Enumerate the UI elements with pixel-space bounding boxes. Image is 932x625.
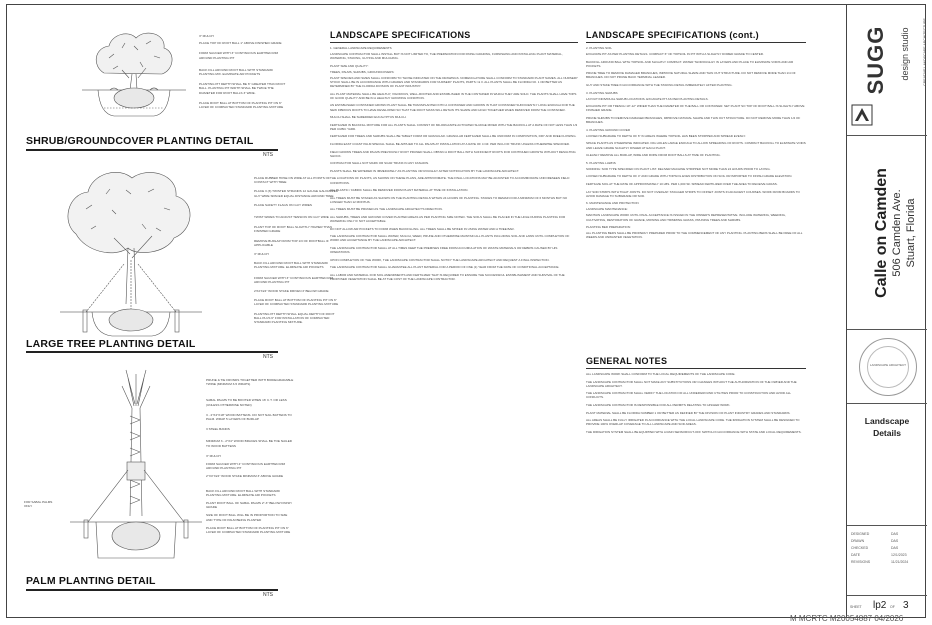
callout-text: PRUNE & TIE FRONDS TOGETHER WITH BIODEGRADABLE TWINE (MINIMUM 3-5 WRAPS)	[206, 378, 294, 387]
callout-text: PLACE RUBBER HOSE ON WIRE AT ALL POINTS OF CONTACT WITH TREE	[254, 176, 330, 185]
spec-paragraph: EXCAVATE PIT OR TRENCH 10"-12" WIDER THAN THE DIAMETER OF THE BALL OR CONTAINER. SET PLANT SO TOP OF ROOT BALL IS SLIGHTLY ABOVE FINISHED GRADE.	[586, 104, 805, 113]
spec-paragraph: PRUNE SHRUBS TO REMOVE DAMAGED BRANCHES, IMPROVE NATURAL SHAPE AND THIN OUT STRUCTURE. DO NOT REMOVE MORE THAN 1/4 OF BRANCHES.	[586, 116, 801, 125]
palm-detail-drawing	[66, 366, 206, 566]
callout-text: 3" MULCH	[254, 252, 269, 257]
firm-tagline-text: design studio	[900, 27, 910, 81]
sheet-of: OF	[890, 605, 895, 609]
callout-text: MINIMUM 3 - 2"X4" WOOD BRACES SHALL BE TOE NAILED TO WOOD BATTENS	[206, 439, 293, 448]
callout-text: BACK FILL AROUND ROOT BALL WITH STANDARD PLANTING MIXTURE. ELIMINATE AIR POCKETS	[254, 261, 328, 270]
tree-detail-drawing	[56, 164, 206, 339]
info-row-label: REVISIONS	[851, 560, 871, 564]
watermark-text: M MCRTC M20054887 04/2026	[790, 614, 904, 623]
info-row-value: DAS	[891, 532, 899, 536]
callout-text: BACK FILL AROUND ROOT BALL WITH STANDARD PLANTING MIXTURE. ELIMINATE AIR POCKETS	[206, 488, 280, 497]
callout-text: BACK FILL AROUND ROOT BALL WITH STANDARD PLANTING MIX. ELIMINATE AIR POCKETS	[199, 67, 273, 77]
callout-text: PLACE ROOT BALL AT BOTTOM OF PLANTING PIT ON 6" LAYER OF COMPACTED STANDARD PLANTING MIXTURE	[199, 100, 284, 110]
project-address-1	[887, 158, 901, 308]
sheet-label: SHEET	[850, 605, 862, 609]
spec-paragraph: 1. GENERAL LANDSCAPE REQUIREMENTS	[330, 46, 392, 50]
spec-paragraph: TREES, PALMS, SHRUBS, GROUNDCOVERS:	[330, 69, 395, 74]
callout-text: FORM SAUCER WITH 3" CONTINUOUS EARTHEN RIM AROUND PLANTING PIT	[254, 275, 334, 284]
nts-label: NTS	[263, 354, 273, 360]
spec-paragraph: EXCAVATE PIT AS PER PLANTING DETAILS. COMPACT 6" OF TOPSOIL IN PIT WITH A SLIGHTLY DOMED GRADE TO CENTER.	[586, 52, 764, 57]
spec-paragraph: GUY AND STAKE TREE IN ACCORDANCE WITH THE STAKING DETAIL IMMEDIATELY AFTER PLANTING.	[586, 83, 733, 88]
info-row	[851, 539, 923, 545]
spec-paragraph: MULCH SHALL BE SHREDDED EUCALYPTUS MULCH.	[330, 115, 407, 120]
callout-text: 3 STEEL BANDS	[206, 427, 230, 432]
seal-inner-ring	[867, 346, 909, 388]
spec-paragraph: CLEANLY REMOVE ALL BURLAP, WIRE AND ROPE FROM ROOT BALLS AT TIME OF PLANTING.	[586, 153, 721, 158]
spec-paragraph: 2. PLANTING SOIL	[586, 46, 613, 50]
heading-underline	[330, 42, 578, 43]
note-paragraph: ALL AREAS SHALL BE FULLY IRRIGATED IN ACCORDANCE WITH THE LOCAL LANDSCAPE CODE. THE IRRIGATION SYSTEM SHALL BE DESIGNED TO PROVIDE 100% OVERLAP COVERAGE TO ALL LANDSCAPE AND SOD AREAS.	[586, 418, 800, 427]
tree-detail-title: LARGE TREE PLANTING DETAIL	[26, 338, 196, 350]
spec-paragraph: ALL LABOR AND MATERIAL FOR SOIL AMENDMENTS AND FERTILIZER THAT IS REQUIRED TO ENSURE THE SUCCESSFUL ESTABLISHMENT AND SURVIVAL OF THE PROPOSED VEGETATION SHALL BE AT THE COST OF THE LANDSCAPE CONTRACTOR.	[330, 272, 565, 281]
address-line-1: 506 Camden Ave.	[891, 189, 903, 277]
spec-paragraph: CONTRACTOR SHALL NOT MARK OR SCAR TRUNK IN ANY FASHION.	[330, 161, 430, 166]
callout-text: SIZE OF ROOT BALL WILL BE IN PROPORTION TO SIZE AND TYPE OF PALM BEING PLANTED	[206, 513, 288, 522]
info-row-value: DAS	[891, 546, 899, 550]
spec-paragraph: LAY SOD STRIPS WITH TIGHT JOINTS. DO NOT OVERLAP. STAGGER STRIPS TO OFFSET JOINTS IN ADJACENT COURSES. WORK FROM BOARDS TO AVOID DAMAGE TO SUBGRADE OR SOD.	[586, 189, 800, 198]
sheet-id: lp2	[873, 600, 887, 611]
palm-callouts	[206, 378, 294, 534]
firm-name	[863, 20, 887, 100]
note-paragraph: THE LANDSCAPE CONTRACTOR IS RESPONSIBLE FOR ALL PERMITS RELATING TO HIS/HER WORK.	[586, 402, 731, 407]
shrub-callouts	[199, 34, 287, 109]
info-row-label: CHECKED	[851, 546, 869, 550]
callout-text: PLANT ROOT BALL OF SABAL PALMS 2"-3" BELOW FINISH GRADE	[206, 501, 292, 510]
specifications-cont-heading: LANDSCAPE SPECIFICATIONS (cont.)	[586, 30, 759, 40]
shrub-detail-title: SHRUB/GROUNDCOVER PLANTING DETAIL	[26, 135, 254, 147]
project-cell	[847, 136, 927, 330]
spec-paragraph: FERTILIZER IN BACKFILL MIXTURE FOR ALL PLANTS SHALL CONSIST OF MILORGANITE ACTIVATED SLUDGE MIXED WITH THE BACKFILL AT A RATE OF NOT LESS THAN 1/3 PER CUBIC YARD.	[330, 122, 578, 131]
info-row-value: DAS	[891, 539, 899, 543]
spec-paragraph: SPACE PLANTS AS OTHERWISE INDICATED. DIG HOLES LARGE ENOUGH TO ALLOW SPREADING OF ROOTS. COMPACT BACKFILL TO ELIMINATE VOIDS AND LEAVE GRADE SLIGHTLY DISHED AT EACH PLANT.	[586, 141, 806, 150]
spec-paragraph: THE LOCATIONS OF PLANTS, AS SHOWN ON THESE PLANS, ARE APPROXIMATE. THE FINAL LOCATIONS MAY BE ADJUSTED TO ACCOMMODATE UNFORESEEN FIELD CONDITIONS.	[330, 176, 570, 185]
firm-logo-cell	[847, 4, 927, 136]
callout-text: 3" MULCH	[199, 34, 214, 38]
info-row	[851, 560, 923, 566]
sheet-title-2: Details	[873, 428, 901, 438]
note-paragraph: ALL LANDSCAPE WORK SHALL CONFORM TO THE LOCAL REQUIREMENTS OF THE LANDSCAPE CODE.	[586, 372, 736, 376]
seal-stamp	[859, 338, 917, 396]
callout-text: REMOVE BURLAP FROM TOP 1/3 OF ROOTBALL IF APPLICABLE	[254, 238, 329, 247]
spec-paragraph: BACKFILL AROUND BALL WITH TOPSOIL AND SLIGHTLY COMPACT. WATER THOROUGHLY IN LAYERS AND PLACE TO ELIMINATE VOIDS AND AIR POCKETS.	[586, 59, 794, 68]
spec-paragraph: LOOSEN SUBGRADE TO DEPTH OF 6" IN AREAS WHERE TOPSOIL HAS BEEN STRIPPED AND SPREAD EVENLY.	[586, 133, 746, 138]
spec-paragraph: LANDSCAPE CONTRACTOR SHALL INSTALL BUT IS NOT LIMITED TO, THE PREPARATION FOR FINISH GRADING, FURNISHING AND INSTALLING PLANT MATERIAL, WATERING, STAKING, GUYING AND MULCHING.	[330, 52, 563, 61]
info-row-label: DESIGNED	[851, 532, 870, 536]
info-row	[851, 546, 923, 552]
callout-text: FORM SAUCER WITH 4" CONTINUOUS EARTHEN RIM AROUND PLANTING PIT	[206, 462, 286, 471]
spec-paragraph: LOOSEN SUBGRADE TO DEPTH OF 4" AND GRADE WITH TOPSOIL EVEN DISTRIBUTION ON SOIL OR IMPORTED TO FINISH GRADE ELEVATION.	[586, 174, 793, 179]
callout-text: FORM SAUCER WITH 3" CONTINUOUS EARTHEN RIM AROUND PLANTING PIT	[199, 51, 279, 60]
address-line-2: Stuart, Florida	[905, 198, 917, 268]
specifications-heading: LANDSCAPE SPECIFICATIONS	[330, 30, 471, 40]
title-underline	[26, 351, 278, 353]
title-underline	[26, 589, 278, 591]
tree-callouts	[254, 176, 342, 324]
spec-column-1	[330, 46, 578, 285]
firm-name-text: SUGG	[863, 25, 888, 95]
seal-text: LANDSCAPE ARCHITECT	[869, 363, 906, 367]
sheet-total: 3	[903, 600, 909, 611]
firm-info	[913, 12, 927, 92]
spec-paragraph: ALL PLANTING BEDS SHALL BE PROPERLY PREPARED PRIOR TO THE COMMENCEMENT OF ANY PLANTING. PLANTING BEDS SHALL BE FREE OF ALL WEEDS AND UNWANTED VEGETATION.	[586, 231, 803, 240]
firm-info-text: CREATIVE LANDSCAPE ARCHITECTURE	[923, 18, 927, 86]
info-rows-cell	[847, 526, 927, 596]
general-notes-heading: GENERAL NOTES	[586, 356, 668, 366]
palm-dimension: FOR SABAL PALMS ONLY	[24, 500, 53, 509]
callout-text: 2'X2'X24" WOOD STAKE DRIVEN 3' BELOW GRADE	[254, 289, 329, 294]
note-paragraph: THE IRRIGATION SYSTEM SHALL BE EQUIPPED WITH A RAIN SENSOR/CUT-OFF SWITCH IN ACCORDANCE WITH STATE AND LOCAL REQUIREMENTS.	[586, 429, 802, 434]
callout-text: PLACE ROOT BALL AT BOTTOM OF PLANTING PIT ON 6" LAYER OF COMPACTED STANDARD PLANTING MIXTURE	[254, 298, 339, 307]
callout-text: PLANTING PIT DEPTH SHALL BE 6" GREATER THAN ROOT BALL. PLANTING PIT WIDTH SHALL BE TWICE THE DIAMETER FOR ROOT BALLS 3' WIDE.	[199, 82, 286, 95]
note-paragraph: THE LANDSCAPE CONTRACTOR SHALL NOT MAKE ANY SUBSTITUTIONS OR CHANGES WITHOUT THE AUTHORIZATION OF THE OWNER AND THE LANDSCAPE ARCHITECT.	[586, 379, 797, 388]
spec-paragraph: UPON COMPLETION OF THE WORK, THE LANDSCAPE CONTRACTOR SHALL NOTIFY THE LANDSCAPE ARCHITECT AND REQUEST A FINAL INSPECTION.	[330, 257, 550, 262]
nts-label: NTS	[263, 592, 273, 598]
info-row-value: 12/1/2023	[891, 553, 907, 557]
callout-text: 3 - 2"X4"X18" WOOD BATTENS. DO NOT NAIL BATTENS TO PALM. WRAP 5 LAYERS OF BURLAP	[206, 412, 292, 422]
spec-paragraph: FLORIDA EAST COAST PALM SPECIAL SHALL BE APPLIED TO ALL PALMS AT INSTALLATION AT A RATE OF 4 OZ. PER INCH OF TRUNK UNLESS OTHERWISE SPECIFIED.	[330, 142, 570, 146]
callout-text: PLACE SAFETY FLAGS ON GUY WIRES	[254, 202, 312, 207]
spec-paragraph: ALL TREES MUST BE PRUNED AS THE LANDSCAPE ARCHITECT'S DIRECTION.	[330, 207, 443, 212]
heading-underline	[586, 42, 806, 43]
general-notes	[586, 372, 806, 437]
callout-text: PLANTING PIT DEPTH SHALL EQUAL DEPTH OF ROOT BALL PLUS 6" FOR INSTALLATION OF COMPACTED STANDARD PLANTING MIXTURE.	[254, 311, 335, 325]
spec-paragraph: SODDING: SOD TYPE SPECIFIED ON PLANT LIST. DELIVER MACHINE STRIPPED NOT MORE THAN 24 HOURS PRIOR TO LAYING.	[586, 166, 771, 171]
nts-label: NTS	[263, 152, 273, 158]
info-row-label: DATE	[851, 553, 861, 557]
sheet-title-cell	[847, 404, 927, 526]
title-underline	[26, 149, 278, 151]
info-row-label: DRAWN	[851, 539, 865, 543]
spec-paragraph: AN ESTABLISHED CONTAINER GROWN PLANT SHALL BE TRANSPLANTED INTO A CONTAINER AND GROWN IN THAT CONTAINER SUFFICIENTLY LONG ENOUGH FOR THE NEW FIBROUS ROOTS TO HAVE DEVELOPED SO THAT THE ROOT MASS WILL RETAIN ITS SHAPE AND HOLD TOGETHER WHEN REMOVED FROM THE CONTAINER.	[330, 103, 575, 112]
spec-paragraph: THE LANDSCAPE CONTRACTOR SHALL AT ALL TIMES KEEP THE PREMISES FREE FROM ACCUMULATION OF WASTE MATERIALS OR DEBRIS CAUSED BY HIS OPERATIONS.	[330, 246, 558, 255]
spec-paragraph: FERTILIZE SOIL AT THE RATE OF APPROXIMATELY 10 LBS. PER 1,000 SF. SPREAD FERTILIZER OVER THE AREA TO RECEIVE GRASS.	[586, 181, 778, 186]
spec-paragraph: MAINTAIN LANDSCAPE WORK UNTIL FINAL ACCEPTANCE IS ISSUED IN THE OWNER'S REPRESENTATIVE. INCLUDE WATERING, WEEDING, CULTIVATING, RESTORATION OF GRADE, MOWING AND TRIMMING GRASS, PRUNING TREES AND SHRUBS.	[586, 213, 786, 222]
palm-detail-title: PALM PLANTING DETAIL	[26, 575, 156, 587]
spec-paragraph: PLANTS SHALL BE WATERED IN IMMEDIATELY AS PLANTING OR ROUGHLY AFTER NOTIFICATION BY THE LANDSCAPE ARCHITECT.	[330, 168, 520, 173]
callout-text: 3" MULCH	[206, 453, 221, 458]
spec-paragraph: PLANT SIZE AND QUALITY:	[330, 63, 369, 68]
info-row-value: 11/21/2024	[891, 560, 909, 564]
note-paragraph: THE LANDSCAPE CONTRACTOR SHALL VERIFY THE LOCATION OF ALL UNDERGROUND UTILITIES PRIOR TO CONSTRUCTION AND AVOID ALL CONFLICTS.	[586, 391, 791, 400]
spec-paragraph: DO NOT ALLOW AIR POCKETS TO FORM WHEN BACKFILLING. ALL TREES SHALL BE SPIKED IN USING WATER AND A TREE BAR.	[330, 226, 515, 231]
title-block	[846, 4, 927, 618]
callout-text: 2"X4"X24" WOOD STAKE MINIMUM 3' ABOVE GRADE	[206, 474, 284, 479]
spec-paragraph: PRUNE TREE TO REMOVE DAMAGED BRANCHES, IMPROVE NATURAL SHAPE AND THIN OUT STRUCTURE. DO NOT REMOVE MORE THAN 1/4 OF BRANCHES. DO NOT PRUNE BACK TERMINAL LEADER.	[586, 71, 796, 80]
callout-text: PLACE TOP OF ROOT BALL 1" ABOVE FINISHED GRADE	[199, 41, 282, 46]
project-address-2	[901, 158, 915, 308]
callout-text: PLACE ROOT BALL AT BOTTOM OF PLANTING PIT ON 6" LAYER OF COMPACTED STANDARD PLANTING MIXTURE	[206, 525, 291, 535]
spec-paragraph: 3. PLANTING SHRUBS	[586, 90, 618, 95]
spec-paragraph: ALL PLANT MATERIAL SHALL BE HEALTHY, VIGOROUS, WELL-ROOTED AND ESTABLISHED IN THE CONTAINER IN WHICH THEY ARE SOLD. THE PLANTS SHALL HAVE TOPS OF GOOD QUALITY AND BE IN A HEALTHY GROWING CONDITION.	[330, 91, 577, 100]
spec-paragraph: 6. MAINTENANCE AND PROTECTION	[586, 201, 639, 206]
spec-paragraph: 5. PLANTING LAWNS	[586, 160, 616, 165]
callout-text: TWIST WIRES TO ADJUST TENSION ON GUY WIRE	[254, 215, 329, 220]
spec-paragraph: ALL PLASTIC / FABRIC SHALL BE REMOVED FROM PLANT MATERIAL AT TIME OF INSTALLATION.	[330, 188, 469, 193]
spec-paragraph: LANDSCAPE MAINTENANCE:	[586, 207, 628, 212]
callout-text: SABAL PALMS TO BE BOOTED WHEN 16' C.T. OR LESS (UNLESS OTHERWISE NOTED)	[206, 398, 287, 407]
firm-logo-icon	[851, 104, 873, 126]
callout-text: PLACE 3 (3) TWISTED STRANDS 12 GAUGE GALVANIZED GUY WIRE SPACED EQUAL DISTANCE AROUND TREE	[254, 189, 339, 198]
spec-paragraph: PLANTING BED PREPARATION:	[586, 225, 631, 230]
spec-paragraph: 4. PLANTING GROUND COVER	[586, 127, 631, 132]
spec-paragraph: THE LANDSCAPE CONTRACTOR SHALL GUARANTEE ALL PLANT MATERIAL FOR A PERIOD OF ONE (1) YEAR FROM THE DATE OF CONDITIONAL ACCEPTANCE.	[330, 265, 560, 270]
heading-underline	[586, 368, 806, 369]
note-paragraph: PLANT MATERIAL SHALL BE FLORIDA NUMBER 1 OR BETTER AS DEFINED BY THE DIVISION OF PLANT INDUSTRY GRADES AND STANDARDS.	[586, 410, 791, 415]
spec-paragraph: FIELD GROWN TREES AND PALMS PREVIOUSLY ROOT PRUNED SHALL OBTAIN A ROOT BALL WITH SUFFICIENT ROOTS FOR CONTINUED GROWTH WITHOUT RESULTING SHOCK.	[330, 149, 576, 158]
info-row	[851, 553, 923, 559]
spec-paragraph: ALL TREES MUST BE STAKED AS SHOWN ON THE PLANTING DETAILS WITHIN 24 HOURS OF PLANTING. STAKES TO REMAIN FOR A MINIMUM OF 6 MONTHS BUT NO LONGER THAN 12 MONTHS.	[330, 195, 568, 204]
callout-text: PLANT TOP OF ROOT BALL SLIGHTLY HIGHER THAN FINISHED GRADE	[254, 225, 332, 234]
firm-tagline	[895, 14, 910, 94]
seal-cell	[847, 330, 927, 404]
spec-paragraph: LAYOUT INDIVIDUAL SHRUB LOCATIONS. EXCAVATE PIT AS PER PLANTING DETAILS.	[586, 96, 709, 101]
info-row	[851, 532, 923, 538]
spec-paragraph: FERTILIZER FOR TREES AND SHRUBS SHALL BE TABLET FORM OR GRANULAR. GRANULAR FERTILIZER SHALL BE UNIFORM IN COMPOSITION, DRY AND FREE FLOWING.	[330, 134, 577, 139]
project-name-text: Calle on Camden	[873, 168, 890, 298]
spec-paragraph: ALL SHRUBS, TREES AND GROUND COVER PLANTED AREAS AS PER PLANTING SIZE NOTED. THE SOILS SHALL BE PLACED IN THE HOLE DURING PLANTING FOR WATERING ONLY IF NOT ACCEPTABLE.	[330, 215, 566, 224]
spec-paragraph: THE LANDSCAPE CONTRACTOR SHALL WATER, MULCH, WEED, PRUNE AND OTHERWISE MAINTAIN ALL PLANTS INCLUDING SOIL AND LAWN UNTIL COMPLETION OF WORK AND ACCEPTANCE BY THE LANDSCAPE ARCHITECT.	[330, 234, 570, 243]
shrub-detail-drawing	[74, 18, 194, 128]
spec-column-2	[586, 46, 806, 243]
spec-paragraph: PLANT SPECIES AND SIZES SHALL CONFORM TO THOSE INDICATED ON THE DRAWINGS. NOMENCLATURE SHALL CONFORM TO STANDARD PLANT NAMES. ALL NURSERY STOCK SHALL BE IN ACCORDANCE WITH GRADES AND STANDARDS FOR NURSERY PLANTS, PARTS I & II. ALL PLANTS SHALL BE FLORIDA NO. 1 OR BETTER AS DETERMINED BY THE FLORIDA DIVISION OF PLANT INDUSTRY.	[330, 75, 578, 89]
sheet-title-1: Landscape	[864, 416, 910, 426]
